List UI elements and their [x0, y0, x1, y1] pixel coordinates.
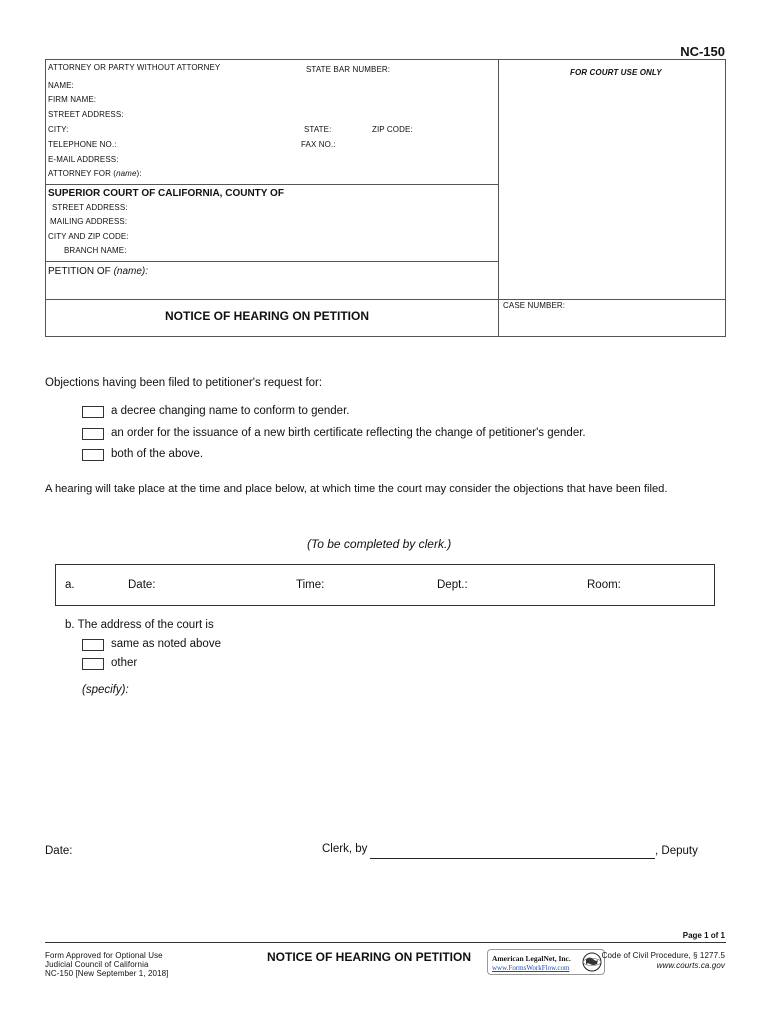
case-number-label: CASE NUMBER: [503, 301, 566, 310]
clerk-by-label: Clerk, by [322, 843, 368, 855]
footer-site[interactable]: www.courts.ca.gov [656, 961, 725, 970]
hearing-dept-label[interactable]: Dept.: [437, 579, 468, 591]
footer-title: NOTICE OF HEARING ON PETITION [267, 950, 472, 964]
court-address-label: b. The address of the court is [65, 619, 214, 631]
hearing-room-label[interactable]: Room: [587, 579, 621, 591]
option-gender-decree: a decree changing name to conform to gender. [111, 405, 350, 417]
footer-council: Judicial Council of California [45, 960, 149, 969]
objections-intro: Objections having been filed to petitioner's request for: [45, 377, 323, 389]
street-label: STREET ADDRESS: [48, 110, 124, 119]
footer-revision: NC-150 [New September 1, 2018] [45, 969, 169, 978]
vendor-url[interactable]: www.FormsWorkFlow.com [492, 964, 570, 972]
state-label: STATE: [304, 125, 332, 134]
attorney-label: ATTORNEY OR PARTY WITHOUT ATTORNEY [48, 63, 221, 72]
attorney-court-divider [45, 184, 498, 185]
vendor-badge[interactable] [487, 949, 605, 975]
hearing-text: A hearing will take place at the time and place below, at which time the court may consider the objections that have been filed. [45, 483, 668, 495]
checkbox-gender-decree[interactable] [82, 406, 104, 418]
specify-label: (specify): [82, 684, 129, 696]
checkbox-same-address[interactable] [82, 639, 104, 651]
page-number: Page 1 of 1 [682, 931, 725, 940]
name-label: NAME: [48, 81, 74, 90]
court-mailing-label: MAILING ADDRESS: [50, 217, 128, 226]
court-petition-divider [45, 261, 498, 262]
deputy-label: , Deputy [655, 845, 698, 857]
fax-label: FAX NO.: [301, 140, 336, 149]
globe-icon [582, 952, 602, 972]
zip-label: ZIP CODE: [372, 125, 413, 134]
hearing-date-label[interactable]: Date: [128, 579, 156, 591]
state-bar-label: STATE BAR NUMBER: [306, 65, 391, 74]
footer-rule [45, 942, 726, 943]
clerk-signature-line[interactable] [370, 858, 655, 859]
court-street-label: STREET ADDRESS: [52, 203, 128, 212]
hearing-time-label[interactable]: Time: [296, 579, 325, 591]
option-same-address: same as noted above [111, 638, 221, 650]
form-code: NC-150 [680, 44, 725, 59]
clerk-note: (To be completed by clerk.) [307, 537, 452, 551]
option-both: both of the above. [111, 448, 204, 460]
attorney-for-label: ATTORNEY FOR (name): [48, 169, 142, 178]
vendor-name: American LegalNet, Inc. [492, 954, 571, 963]
checkbox-both[interactable] [82, 449, 104, 461]
phone-label: TELEPHONE NO.: [48, 140, 117, 149]
city-label: CITY: [48, 125, 69, 134]
court-use-divider [498, 59, 499, 337]
email-label: E-MAIL ADDRESS: [48, 155, 119, 164]
option-birth-certificate: an order for the issuance of a new birth certificate reflecting the change of petitioner's gender. [111, 427, 586, 439]
document-title: NOTICE OF HEARING ON PETITION [165, 309, 370, 323]
petition-label: PETITION OF (name): [48, 266, 149, 277]
footer-approved: Form Approved for Optional Use [45, 951, 163, 960]
footer-code: Code of Civil Procedure, § 1277.5 [601, 951, 725, 960]
row-a-letter: a. [65, 579, 75, 591]
court-branch-label: BRANCH NAME: [64, 246, 127, 255]
checkbox-birth-certificate[interactable] [82, 428, 104, 440]
option-other-address: other [111, 657, 138, 669]
sign-date-label: Date: [45, 845, 73, 857]
checkbox-other-address[interactable] [82, 658, 104, 670]
court-use-label: FOR COURT USE ONLY [570, 68, 662, 77]
firm-label: FIRM NAME: [48, 95, 97, 104]
court-city-zip-label: CITY AND ZIP CODE: [48, 232, 129, 241]
court-title: SUPERIOR COURT OF CALIFORNIA, COUNTY OF [48, 188, 284, 199]
petition-title-divider [45, 299, 726, 300]
